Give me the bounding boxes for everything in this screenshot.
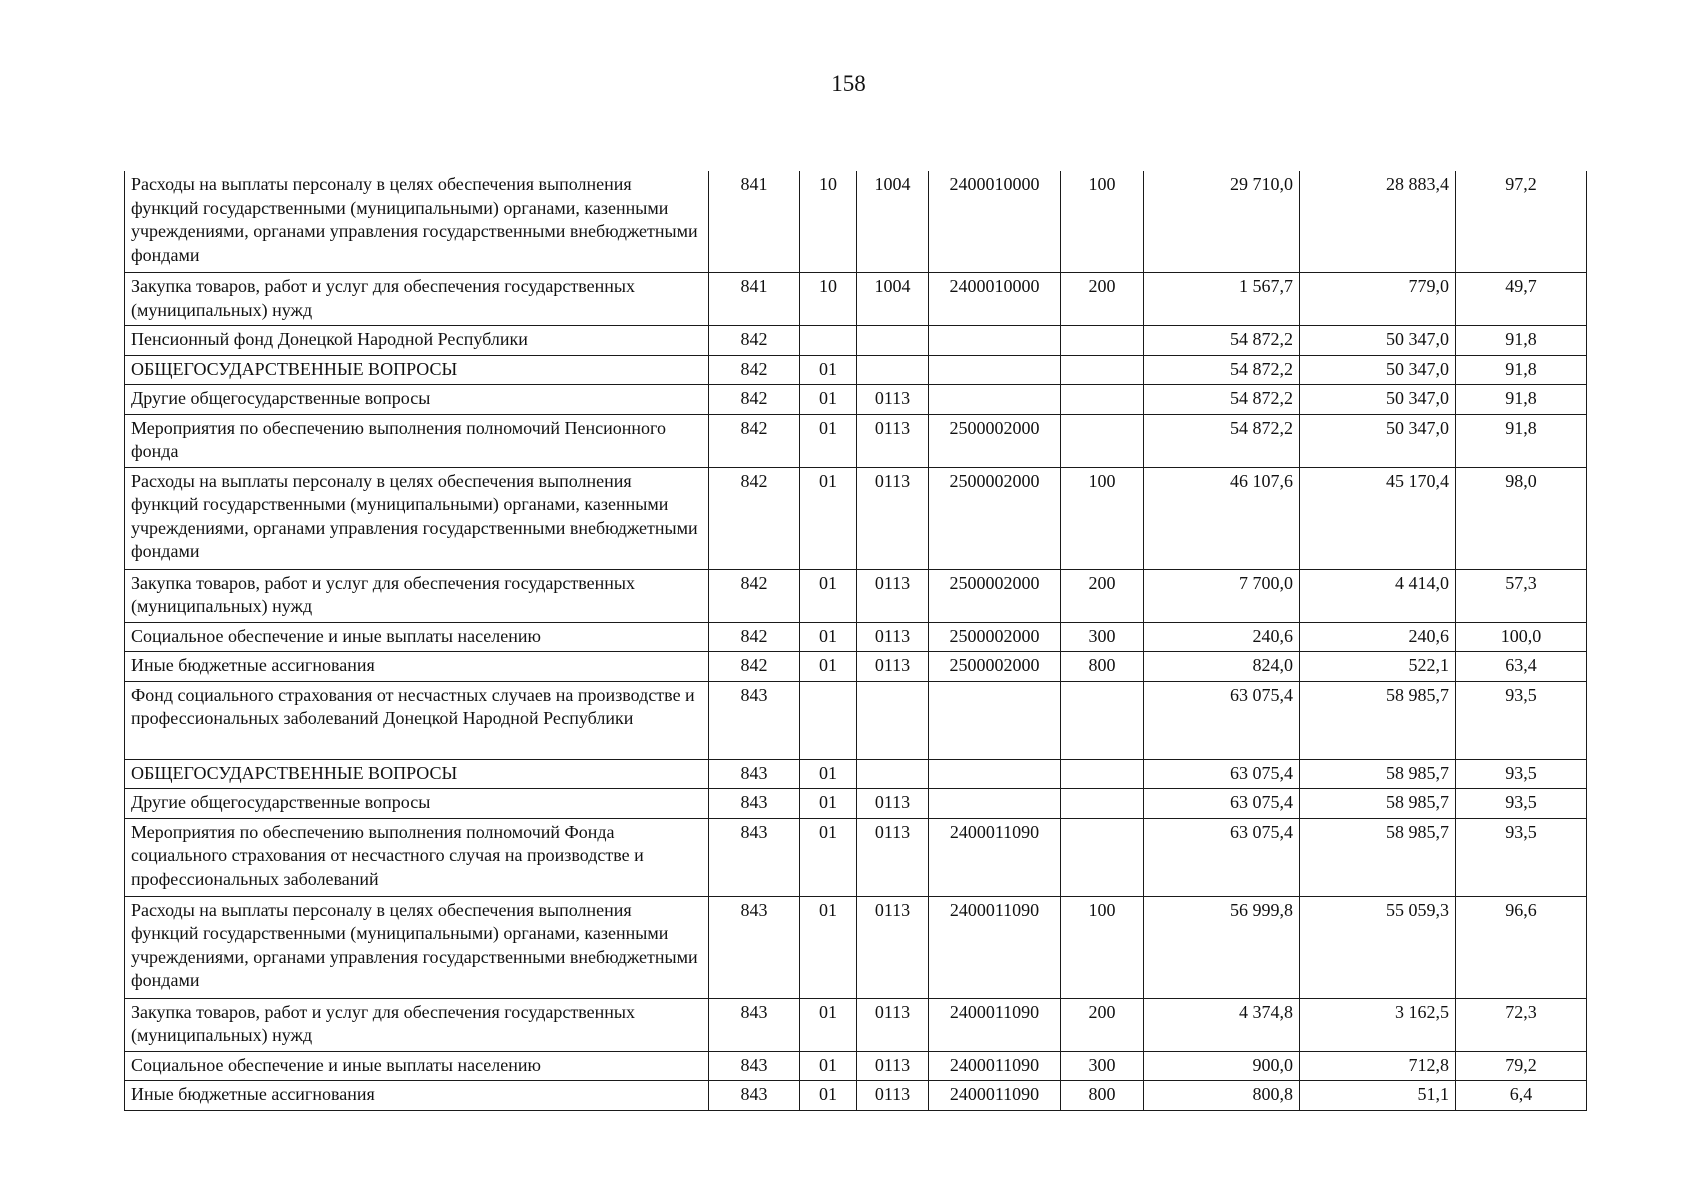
- section-code: 01: [800, 467, 857, 569]
- actual-amount: 50 347,0: [1300, 326, 1456, 356]
- row-name: Социальное обеспечение и иные выплаты населению: [125, 1051, 709, 1081]
- actual-amount: 28 883,4: [1300, 171, 1456, 273]
- subsection-code: 0113: [857, 1051, 929, 1081]
- execution-percent: 96,6: [1456, 896, 1587, 998]
- section-code: [800, 681, 857, 759]
- row-name: Мероприятия по обеспечению выполнения полномочий Пенсионного фонда: [125, 414, 709, 467]
- target-article-code: 2500002000: [929, 467, 1061, 569]
- section-code: 01: [800, 759, 857, 789]
- execution-percent: 97,2: [1456, 171, 1587, 273]
- ministry-code: 841: [709, 273, 800, 326]
- ministry-code: 842: [709, 622, 800, 652]
- planned-amount: 54 872,2: [1144, 385, 1300, 415]
- target-article-code: 2400011090: [929, 1081, 1061, 1111]
- row-name: ОБЩЕГОСУДАРСТВЕННЫЕ ВОПРОСЫ: [125, 355, 709, 385]
- execution-percent: 93,5: [1456, 681, 1587, 759]
- execution-percent: 57,3: [1456, 569, 1587, 622]
- section-code: 01: [800, 385, 857, 415]
- ministry-code: 843: [709, 789, 800, 819]
- subsection-code: 0113: [857, 789, 929, 819]
- expense-type-code: 300: [1061, 1051, 1144, 1081]
- expense-type-code: [1061, 385, 1144, 415]
- subsection-code: 0113: [857, 569, 929, 622]
- subsection-code: 0113: [857, 652, 929, 682]
- execution-percent: 100,0: [1456, 622, 1587, 652]
- planned-amount: 4 374,8: [1144, 998, 1300, 1051]
- planned-amount: 824,0: [1144, 652, 1300, 682]
- section-code: 10: [800, 171, 857, 273]
- row-name: Пенсионный фонд Донецкой Народной Республики: [125, 326, 709, 356]
- expense-type-code: 300: [1061, 622, 1144, 652]
- section-code: 01: [800, 896, 857, 998]
- table-row: [125, 414, 1587, 467]
- expense-type-code: 800: [1061, 652, 1144, 682]
- actual-amount: 45 170,4: [1300, 467, 1456, 569]
- subsection-code: [857, 355, 929, 385]
- expense-type-code: [1061, 818, 1144, 896]
- expense-type-code: [1061, 355, 1144, 385]
- planned-amount: 29 710,0: [1144, 171, 1300, 273]
- planned-amount: 54 872,2: [1144, 414, 1300, 467]
- expense-type-code: 200: [1061, 273, 1144, 326]
- actual-amount: 779,0: [1300, 273, 1456, 326]
- actual-amount: 55 059,3: [1300, 896, 1456, 998]
- table-row: [125, 998, 1587, 1051]
- ministry-code: 842: [709, 569, 800, 622]
- expense-type-code: 800: [1061, 1081, 1144, 1111]
- actual-amount: 522,1: [1300, 652, 1456, 682]
- actual-amount: 58 985,7: [1300, 759, 1456, 789]
- ministry-code: 843: [709, 1081, 800, 1111]
- row-name: Другие общегосударственные вопросы: [125, 789, 709, 819]
- expense-type-code: [1061, 326, 1144, 356]
- row-name: Закупка товаров, работ и услуг для обеспечения государственных (муниципальных) нужд: [125, 569, 709, 622]
- ministry-code: 843: [709, 681, 800, 759]
- target-article-code: 2400010000: [929, 273, 1061, 326]
- actual-amount: 50 347,0: [1300, 355, 1456, 385]
- subsection-code: 1004: [857, 171, 929, 273]
- execution-percent: 49,7: [1456, 273, 1587, 326]
- target-article-code: 2500002000: [929, 569, 1061, 622]
- target-article-code: 2500002000: [929, 622, 1061, 652]
- actual-amount: 58 985,7: [1300, 818, 1456, 896]
- actual-amount: 50 347,0: [1300, 385, 1456, 415]
- planned-amount: 46 107,6: [1144, 467, 1300, 569]
- planned-amount: 63 075,4: [1144, 818, 1300, 896]
- expense-type-code: 200: [1061, 569, 1144, 622]
- section-code: 01: [800, 355, 857, 385]
- table-row: [125, 652, 1587, 682]
- expense-type-code: 200: [1061, 998, 1144, 1051]
- execution-percent: 91,8: [1456, 385, 1587, 415]
- table-row: [125, 622, 1587, 652]
- planned-amount: 54 872,2: [1144, 326, 1300, 356]
- subsection-code: [857, 759, 929, 789]
- actual-amount: 4 414,0: [1300, 569, 1456, 622]
- execution-percent: 6,4: [1456, 1081, 1587, 1111]
- table-row: [125, 385, 1587, 415]
- row-name: Иные бюджетные ассигнования: [125, 652, 709, 682]
- budget-table: [124, 171, 1587, 1111]
- execution-percent: 72,3: [1456, 998, 1587, 1051]
- target-article-code: 2400011090: [929, 818, 1061, 896]
- ministry-code: 841: [709, 171, 800, 273]
- planned-amount: 63 075,4: [1144, 789, 1300, 819]
- execution-percent: 93,5: [1456, 818, 1587, 896]
- subsection-code: 0113: [857, 385, 929, 415]
- table-row: [125, 467, 1587, 569]
- planned-amount: 800,8: [1144, 1081, 1300, 1111]
- section-code: 01: [800, 622, 857, 652]
- ministry-code: 843: [709, 1051, 800, 1081]
- row-name: ОБЩЕГОСУДАРСТВЕННЫЕ ВОПРОСЫ: [125, 759, 709, 789]
- row-name: Расходы на выплаты персоналу в целях обеспечения выполнения функций государственными (муниципальными) органами, казенными учреждениями, органами управления государственными внебюджетными фондами: [125, 896, 709, 998]
- section-code: 10: [800, 273, 857, 326]
- row-name: Закупка товаров, работ и услуг для обеспечения государственных (муниципальных) нужд: [125, 998, 709, 1051]
- section-code: 01: [800, 652, 857, 682]
- target-article-code: [929, 355, 1061, 385]
- subsection-code: 0113: [857, 414, 929, 467]
- section-code: 01: [800, 1051, 857, 1081]
- section-code: 01: [800, 569, 857, 622]
- row-name: Фонд социального страхования от несчастных случаев на производстве и профессиональных заболеваний Донецкой Народной Республики: [125, 681, 709, 759]
- target-article-code: 2400011090: [929, 1051, 1061, 1081]
- planned-amount: 240,6: [1144, 622, 1300, 652]
- target-article-code: [929, 759, 1061, 789]
- planned-amount: 1 567,7: [1144, 273, 1300, 326]
- execution-percent: 93,5: [1456, 789, 1587, 819]
- actual-amount: 240,6: [1300, 622, 1456, 652]
- row-name: Закупка товаров, работ и услуг для обеспечения государственных (муниципальных) нужд: [125, 273, 709, 326]
- page-number: 158: [831, 71, 866, 96]
- section-code: 01: [800, 414, 857, 467]
- ministry-code: 842: [709, 467, 800, 569]
- target-article-code: 2400010000: [929, 171, 1061, 273]
- expense-type-code: 100: [1061, 467, 1144, 569]
- target-article-code: 2400011090: [929, 998, 1061, 1051]
- budget-table-body: [125, 171, 1587, 1110]
- execution-percent: 91,8: [1456, 414, 1587, 467]
- subsection-code: [857, 326, 929, 356]
- target-article-code: 2400011090: [929, 896, 1061, 998]
- row-name: Расходы на выплаты персоналу в целях обеспечения выполнения функций государственными (муниципальными) органами, казенными учреждениями, органами управления государственными внебюджетными фондами: [125, 467, 709, 569]
- ministry-code: 843: [709, 998, 800, 1051]
- target-article-code: [929, 385, 1061, 415]
- ministry-code: 842: [709, 385, 800, 415]
- expense-type-code: [1061, 414, 1144, 467]
- actual-amount: 50 347,0: [1300, 414, 1456, 467]
- table-row: [125, 1051, 1587, 1081]
- table-row: [125, 326, 1587, 356]
- expense-type-code: [1061, 759, 1144, 789]
- ministry-code: 842: [709, 326, 800, 356]
- target-article-code: [929, 789, 1061, 819]
- table-row: [125, 171, 1587, 273]
- ministry-code: 843: [709, 896, 800, 998]
- target-article-code: [929, 326, 1061, 356]
- table-row: [125, 818, 1587, 896]
- table-row: [125, 681, 1587, 759]
- subsection-code: 0113: [857, 467, 929, 569]
- actual-amount: 51,1: [1300, 1081, 1456, 1111]
- subsection-code: 0113: [857, 1081, 929, 1111]
- actual-amount: 3 162,5: [1300, 998, 1456, 1051]
- planned-amount: 7 700,0: [1144, 569, 1300, 622]
- table-row: [125, 569, 1587, 622]
- actual-amount: 58 985,7: [1300, 789, 1456, 819]
- expense-type-code: 100: [1061, 896, 1144, 998]
- execution-percent: 79,2: [1456, 1051, 1587, 1081]
- actual-amount: 58 985,7: [1300, 681, 1456, 759]
- section-code: [800, 326, 857, 356]
- row-name: Иные бюджетные ассигнования: [125, 1081, 709, 1111]
- execution-percent: 91,8: [1456, 326, 1587, 356]
- table-row: [125, 1081, 1587, 1111]
- row-name: Другие общегосударственные вопросы: [125, 385, 709, 415]
- ministry-code: 843: [709, 818, 800, 896]
- execution-percent: 93,5: [1456, 759, 1587, 789]
- table-row: [125, 896, 1587, 998]
- subsection-code: [857, 681, 929, 759]
- planned-amount: 56 999,8: [1144, 896, 1300, 998]
- ministry-code: 843: [709, 759, 800, 789]
- table-row: [125, 789, 1587, 819]
- subsection-code: 0113: [857, 896, 929, 998]
- ministry-code: 842: [709, 414, 800, 467]
- section-code: 01: [800, 998, 857, 1051]
- row-name: Мероприятия по обеспечению выполнения полномочий Фонда социального страхования от несчастного случая на производстве и профессиональных заболеваний: [125, 818, 709, 896]
- section-code: 01: [800, 789, 857, 819]
- target-article-code: 2500002000: [929, 652, 1061, 682]
- planned-amount: 54 872,2: [1144, 355, 1300, 385]
- table-row: [125, 273, 1587, 326]
- subsection-code: 1004: [857, 273, 929, 326]
- ministry-code: 842: [709, 652, 800, 682]
- table-row: [125, 759, 1587, 789]
- target-article-code: [929, 681, 1061, 759]
- planned-amount: 63 075,4: [1144, 759, 1300, 789]
- expense-type-code: 100: [1061, 171, 1144, 273]
- actual-amount: 712,8: [1300, 1051, 1456, 1081]
- subsection-code: 0113: [857, 622, 929, 652]
- subsection-code: 0113: [857, 818, 929, 896]
- expense-type-code: [1061, 789, 1144, 819]
- ministry-code: 842: [709, 355, 800, 385]
- subsection-code: 0113: [857, 998, 929, 1051]
- planned-amount: 900,0: [1144, 1051, 1300, 1081]
- planned-amount: 63 075,4: [1144, 681, 1300, 759]
- expense-type-code: [1061, 681, 1144, 759]
- row-name: Социальное обеспечение и иные выплаты населению: [125, 622, 709, 652]
- execution-percent: 91,8: [1456, 355, 1587, 385]
- row-name: Расходы на выплаты персоналу в целях обеспечения выполнения функций государственными (муниципальными) органами, казенными учреждениями, органами управления государственными внебюджетными фондами: [125, 171, 709, 273]
- target-article-code: 2500002000: [929, 414, 1061, 467]
- execution-percent: 98,0: [1456, 467, 1587, 569]
- section-code: 01: [800, 818, 857, 896]
- section-code: 01: [800, 1081, 857, 1111]
- table-row: [125, 355, 1587, 385]
- execution-percent: 63,4: [1456, 652, 1587, 682]
